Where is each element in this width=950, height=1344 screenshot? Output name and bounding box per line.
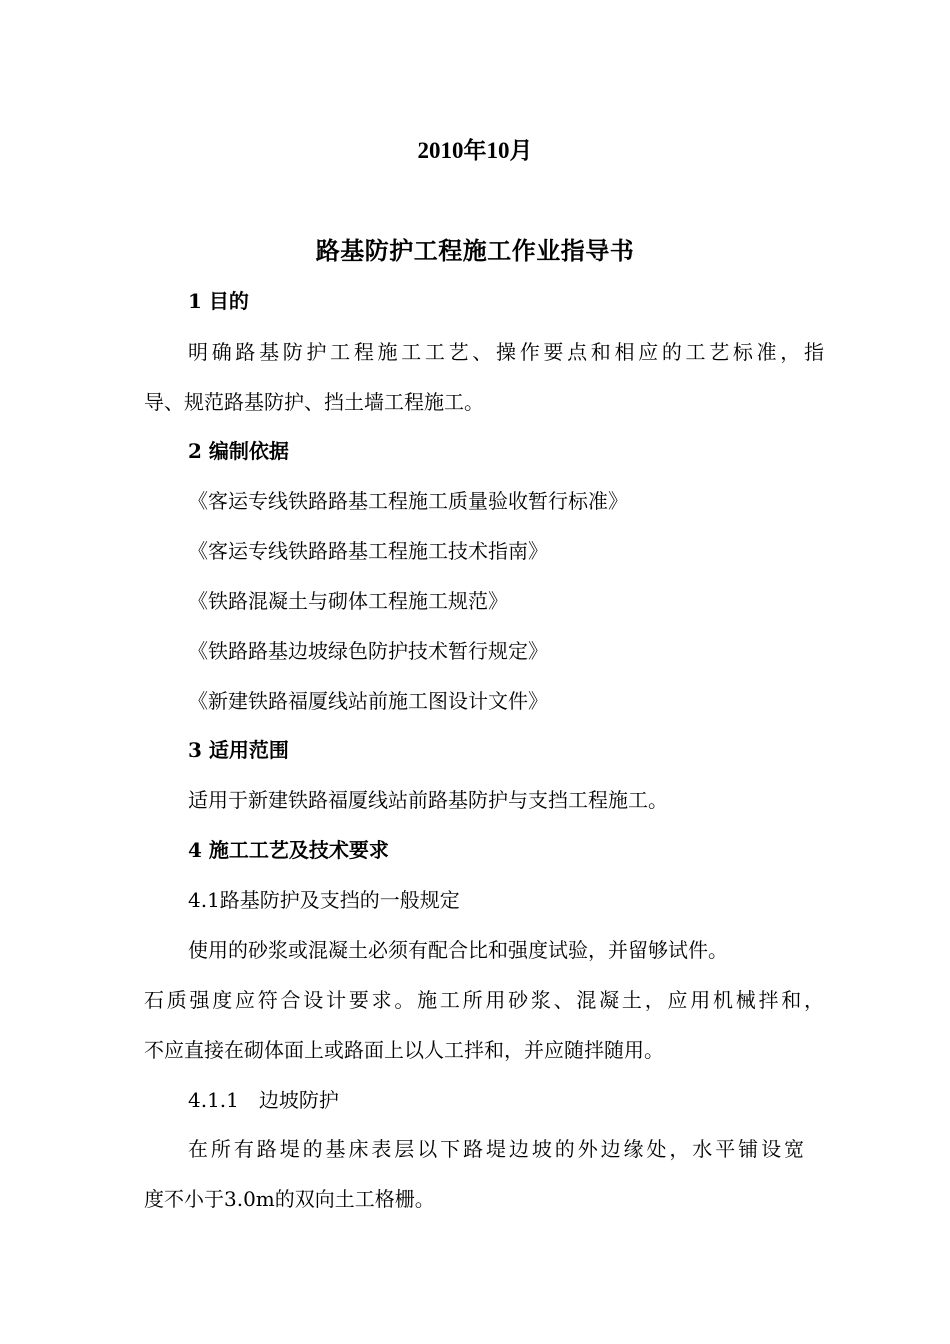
section-4-1-1-paragraph-line: 度不小于3.0m的双向土工格栅。 — [144, 1187, 435, 1211]
section-4-1-1-paragraph-line: 在所有路堤的基床表层以下路堤边坡的外边缘处，水平铺设宽 — [188, 1137, 804, 1161]
section-4-1-1-heading: 4.1.1 边坡防护 — [188, 1088, 339, 1112]
section-4-1-paragraph-line: 使用的砂浆或混凝土必须有配合比和强度试验，并留够试件。 — [188, 938, 728, 962]
reference-item: 《铁路混凝土与砌体工程施工规范》 — [188, 589, 508, 613]
reference-item: 《新建铁路福厦线站前施工图设计文件》 — [188, 689, 548, 713]
reference-item: 《铁路路基边坡绿色防护技术暂行规定》 — [188, 639, 548, 663]
reference-item: 《客运专线铁路路基工程施工技术指南》 — [188, 539, 548, 563]
section-4-1-paragraph-line: 不应直接在砌体面上或路面上以人工拌和，并应随拌随用。 — [144, 1038, 664, 1062]
section-1-paragraph-line: 导、规范路基防护、挡土墙工程施工。 — [144, 390, 484, 414]
section-3-heading: 3 适用范围 — [188, 738, 289, 762]
reference-item: 《客运专线铁路路基工程施工质量验收暂行标准》 — [188, 489, 628, 513]
section-4-heading: 4 施工工艺及技术要求 — [188, 838, 389, 862]
section-1-heading: 1 目的 — [188, 289, 249, 313]
section-4-1-paragraph-line: 石质强度应符合设计要求。施工所用砂浆、混凝土，应用机械拌和， — [144, 988, 824, 1012]
section-2-heading: 2 编制依据 — [188, 439, 289, 463]
document-title: 路基防护工程施工作业指导书 — [315, 236, 635, 265]
section-4-1-heading: 4.1路基防护及支挡的一般规定 — [188, 888, 460, 912]
section-1-paragraph-line: 明确路基防护工程施工工艺、操作要点和相应的工艺标准，指 — [188, 340, 824, 364]
section-3-paragraph: 适用于新建铁路福厦线站前路基防护与支挡工程施工。 — [188, 788, 668, 812]
document-date: 2010年10月 — [417, 138, 533, 163]
